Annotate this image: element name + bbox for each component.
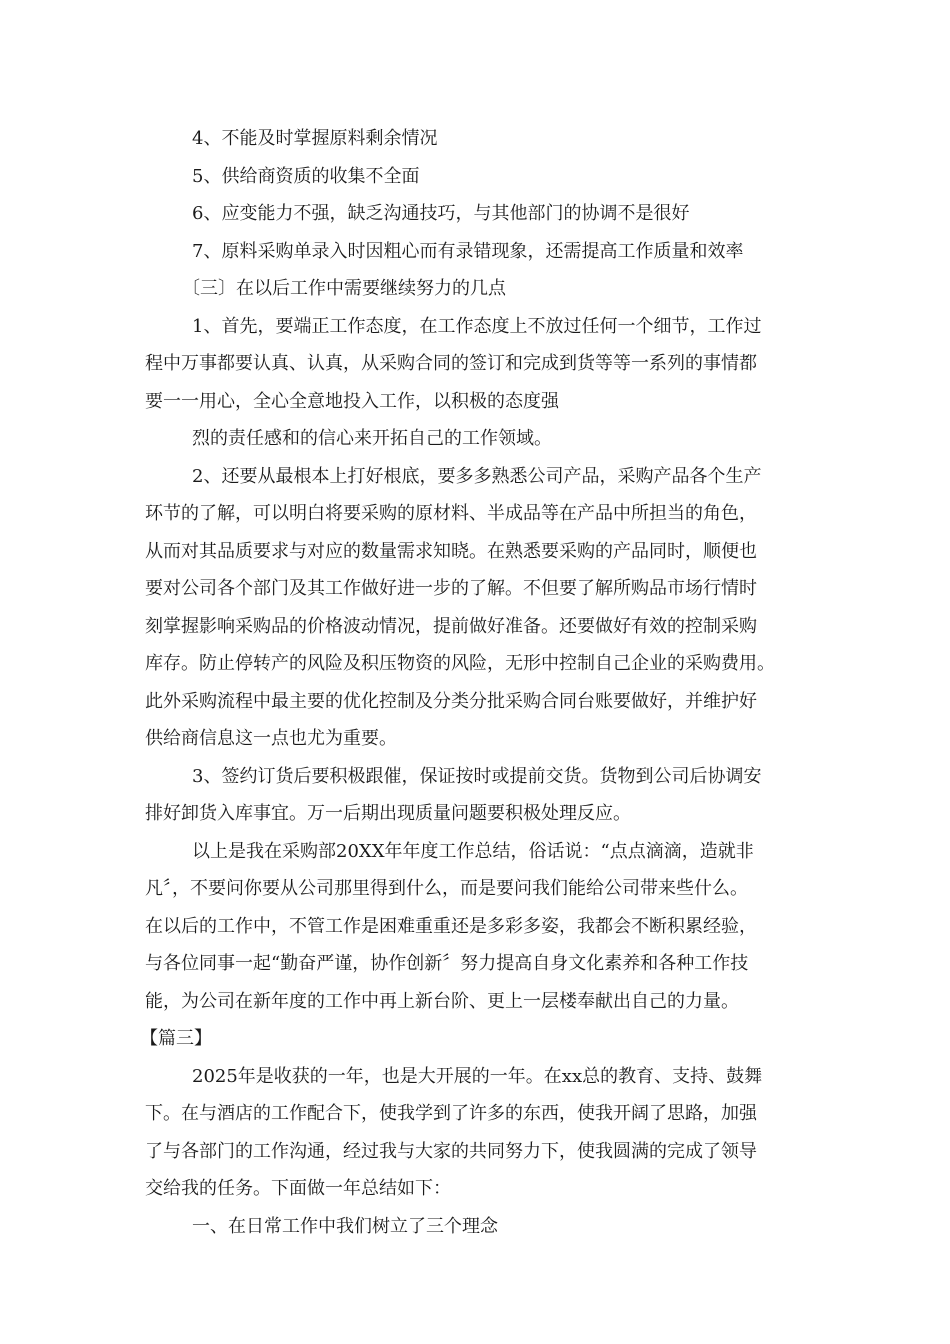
paragraph-line: 烈的责任感和的信心来开拓自己的工作领域。 (192, 428, 552, 449)
list-item-5: 5、供给商资质的收集不全面 (192, 165, 420, 187)
paragraph-line: 环节的了解，可以明白将要采购的原材料、半成品等在产品中所担当的角色， (145, 503, 757, 524)
subsection-heading: 一、在日常工作中我们树立了三个理念 (192, 1215, 498, 1237)
paragraph-line: 2、还要从最根本上打好根底，要多多熟悉公司产品，采购产品各个生产 (192, 465, 762, 487)
paragraph-line: 凡〞，不要问你要从公司那里得到什么，而是要问我们能给公司带来些什么。 (145, 878, 748, 899)
list-item-4: 4、不能及时掌握原料剩余情况 (192, 128, 438, 149)
list-item-7: 7、原料采购单录入时因粗心而有录错现象，还需提高工作质量和效率 (192, 240, 744, 262)
section-heading-3: 〔三〕在以后工作中需要继续努力的几点 (182, 278, 506, 299)
paragraph-line: 3、签约订货后要积极跟催，保证按时或提前交货。货物到公司后协调安 (192, 765, 762, 787)
paragraph-line: 与各位同事一起“勤奋严谨，协作创新〞努力提高自身文化素养和各种工作技 (145, 953, 749, 974)
paragraph-line: 能，为公司在新年度的工作中再上新台阶、更上一层楼奉献出自己的力量。 (145, 990, 739, 1012)
paragraph-line: 要一一用心，全心全意地投入工作，以积极的态度强 (145, 390, 559, 412)
paragraph-line: 交给我的任务。下面做一年总结如下： (145, 1178, 451, 1199)
paragraph-line: 了与各部门的工作沟通，经过我与大家的共同努力下，使我圆满的完成了领导 (145, 1140, 757, 1162)
paragraph-line: 在以后的工作中，不管工作是困难重重还是多彩多姿，我都会不断积累经验， (145, 915, 757, 937)
paragraph-line: 2025年是收获的一年，也是大开展的一年。在xx总的教育、支持、鼓舞 (192, 1065, 763, 1087)
paragraph-line: 下。在与酒店的工作配合下，使我学到了许多的东西，使我开阔了思路，加强 (145, 1103, 757, 1124)
paragraph-line: 程中万事都要认真、认真，从采购合同的签订和完成到货等等一系列的事情都 (145, 353, 757, 374)
paragraph-line: 从而对其品质要求与对应的数量需求知晓。在熟悉要采购的产品同时，顺便也 (145, 540, 757, 562)
paragraph-line: 以上是我在采购部20XX年年度工作总结，俗话说：“点点滴滴，造就非 (192, 840, 754, 862)
paragraph-line: 要对公司各个部门及其工作做好进一步的了解。不但要了解所购品市场行情时 (145, 578, 757, 599)
paragraph-line: 此外采购流程中最主要的优化控制及分类分批采购合同台账要做好，并维护好 (145, 690, 757, 712)
section-title-part-three: 【篇三】 (140, 1028, 212, 1049)
paragraph-line: 供给商信息这一点也尤为重要。 (145, 728, 397, 749)
paragraph-line: 刻掌握影响采购品的价格波动情况，提前做好准备。还要做好有效的控制采购 (145, 615, 757, 637)
paragraph-line: 1、首先，要端正工作态度，在工作态度上不放过任何一个细节，工作过 (192, 315, 762, 337)
paragraph-line: 排好卸货入库事宜。万一后期出现质量问题要积极处理反应。 (145, 803, 631, 824)
document-body (140, 120, 810, 1245)
list-item-6: 6、应变能力不强，缺乏沟通技巧，与其他部门的协调不是很好 (192, 203, 690, 224)
paragraph-line: 库存。防止停转产的风险及积压物资的风险，无形中控制自己企业的采购费用。 (145, 653, 775, 674)
